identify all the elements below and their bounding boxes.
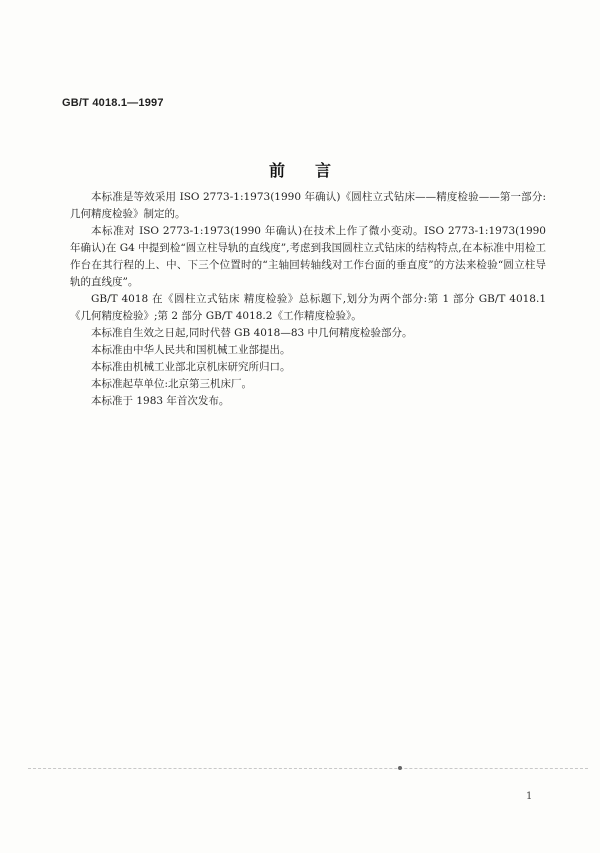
page-divider: [28, 768, 588, 769]
foreword-body: [70, 189, 546, 410]
paragraph-first-issued: 本标准于 1983 年首次发布。: [91, 395, 230, 407]
paragraph-drafting-unit: 本标准起草单位:北京第三机床厂。: [91, 378, 253, 390]
standard-code: GB/T 4018.1—1997: [62, 97, 164, 109]
paragraph-structure: GB/T 4018 在《圆柱立式钻床 精度检验》总标题下,划分为两个部分:第 1 部分 GB/T 4018.1《几何精度检验》;第 2 部分 GB/T 4018.2《工作精度检验》。: [70, 293, 546, 322]
paragraph-adoption: 本标准是等效采用 ISO 2773-1:1973(1990 年确认)《圆柱立式钻床——精度检验——第一部分:几何精度检验》制定的。: [70, 191, 546, 220]
page-title: 前言: [268, 161, 361, 180]
paragraph-administered-by: 本标准由机械工业部北京机床研究所归口。: [91, 361, 291, 373]
paragraph-technical-changes: 本标准对 ISO 2773-1:1973(1990 年确认)在技术上作了微小变动。ISO 2773-1:1973(1990 年确认)在 G4 中提到检“圆立柱导轨的直线度”,考虑到我国圆柱立式钻床的结构特点,在本标准中用检工作台在其行程的上、中、下三个位置时的“主轴回转轴线对工作台面的垂直度”的方法来检验“圆立柱导轨的直线度”。: [70, 225, 546, 288]
page-number: 1: [526, 791, 533, 802]
paragraph-supersedes: 本标准自生效之日起,同时代替 GB 4018—83 中几何精度检验部分。: [91, 327, 413, 339]
paragraph-proposed-by: 本标准由中华人民共和国机械工业部提出。: [91, 344, 291, 356]
divider-mark: [398, 766, 402, 770]
